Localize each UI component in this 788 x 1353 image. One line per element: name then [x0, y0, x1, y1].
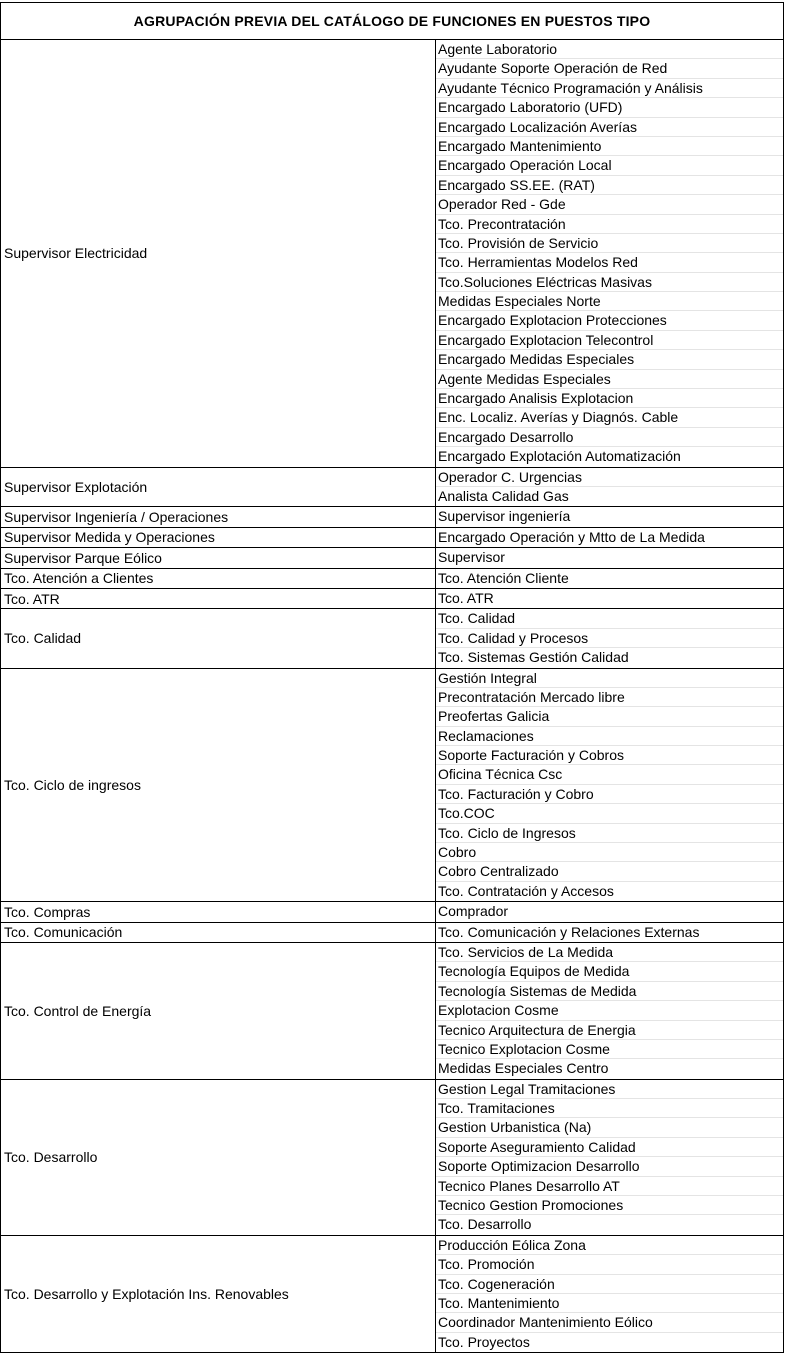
group-items — [436, 40, 783, 467]
function-item: Tco. Contratación y Accesos — [438, 882, 614, 899]
function-item: Tco. ATR — [438, 589, 494, 606]
group-name: Tco. Comunicación — [1, 923, 436, 942]
group-items — [436, 1236, 783, 1352]
function-item: Oficina Técnica Csc — [436, 765, 783, 784]
function-item: Comprador — [438, 903, 509, 920]
table-row — [0, 609, 784, 668]
function-item: Operador C. Urgencias — [436, 468, 783, 487]
function-item: Tecnico Planes Desarrollo AT — [436, 1177, 783, 1196]
group-name: Supervisor Ingeniería / Operaciones — [1, 507, 436, 526]
function-item: Reclamaciones — [436, 727, 783, 746]
function-item: Tecnología Equipos de Medida — [436, 962, 783, 981]
function-item: Tco. Facturación y Cobro — [436, 785, 783, 804]
function-item: Encargado SS.EE. (RAT) — [436, 176, 783, 195]
function-item: Ayudante Soporte Operación de Red — [436, 59, 783, 78]
function-item: Encargado Explotacion Protecciones — [436, 311, 783, 330]
group-items — [436, 528, 783, 547]
group-name: Tco. Desarrollo y Explotación Ins. Renovables — [1, 1236, 436, 1352]
group-items — [436, 468, 783, 507]
group-name: Supervisor Electricidad — [1, 40, 436, 467]
function-item: Tco. Cogeneración — [436, 1275, 783, 1294]
function-item: Tco. Atención Cliente — [438, 569, 569, 586]
function-item: Soporte Optimizacion Desarrollo — [436, 1157, 783, 1176]
group-items — [436, 1080, 783, 1235]
function-item: Explotacion Cosme — [436, 1001, 783, 1020]
group-items — [436, 943, 783, 1079]
function-item: Encargado Analisis Explotacion — [436, 389, 783, 408]
function-item: Tco. Calidad y Procesos — [436, 629, 783, 648]
group-name: Tco. ATR — [1, 589, 436, 608]
function-item: Producción Eólica Zona — [436, 1236, 783, 1255]
function-item: Soporte Facturación y Cobros — [436, 746, 783, 765]
function-item: Tecnología Sistemas de Medida — [436, 982, 783, 1001]
table-row — [0, 923, 784, 943]
group-items — [436, 548, 783, 567]
function-item: Tco. Comunicación y Relaciones Externas — [438, 923, 700, 940]
function-item: Agente Medidas Especiales — [436, 370, 783, 389]
function-item: Gestion Legal Tramitaciones — [436, 1080, 783, 1099]
table-row — [0, 943, 784, 1080]
group-name: Tco. Calidad — [1, 609, 436, 667]
function-item: Encargado Explotacion Telecontrol — [436, 331, 783, 350]
table-row — [0, 1236, 784, 1353]
function-item: Medidas Especiales Norte — [436, 292, 783, 311]
group-name: Tco. Compras — [1, 902, 436, 921]
function-item: Encargado Mantenimiento — [436, 137, 783, 156]
function-item: Encargado Operación Local — [436, 156, 783, 175]
group-items — [436, 507, 783, 526]
function-item: Encargado Desarrollo — [436, 428, 783, 447]
function-item: Gestion Urbanistica (Na) — [436, 1118, 783, 1137]
group-items — [436, 923, 783, 942]
function-item: Operador Red - Gde — [436, 195, 783, 214]
group-name: Tco. Desarrollo — [1, 1080, 436, 1235]
function-item: Tco. Calidad — [436, 609, 783, 628]
table-row — [0, 548, 784, 568]
table-row — [0, 40, 784, 468]
function-item: Encargado Explotación Automatización — [438, 448, 681, 465]
group-name: Supervisor Parque Eólico — [1, 548, 436, 567]
function-item: Tco.COC — [436, 804, 783, 823]
function-item: Enc. Localiz. Averías y Diagnós. Cable — [436, 408, 783, 427]
table-row — [0, 589, 784, 609]
function-item: Cobro — [436, 843, 783, 862]
table-row — [0, 569, 784, 589]
function-item: Tco. Provisión de Servicio — [436, 234, 783, 253]
group-items — [436, 902, 783, 921]
function-item: Medidas Especiales Centro — [438, 1060, 609, 1077]
function-item: Preofertas Galicia — [436, 707, 783, 726]
function-item: Tco. Desarrollo — [438, 1216, 532, 1233]
group-name: Tco. Atención a Clientes — [1, 569, 436, 588]
function-item: Analista Calidad Gas — [438, 487, 569, 504]
function-item: Gestión Integral — [436, 669, 783, 688]
function-item: Encargado Medidas Especiales — [436, 350, 783, 369]
function-item: Tco.Soluciones Eléctricas Masivas — [436, 273, 783, 292]
function-item: Supervisor — [438, 549, 505, 566]
group-name: Tco. Ciclo de ingresos — [1, 669, 436, 902]
table-body — [0, 40, 784, 1353]
group-items — [436, 569, 783, 588]
function-item: Tco. Precontratación — [436, 215, 783, 234]
table-row — [0, 669, 784, 903]
function-item: Tecnico Gestion Promociones — [436, 1196, 783, 1215]
function-item: Ayudante Técnico Programación y Análisis — [436, 79, 783, 98]
function-item: Tco. Servicios de La Medida — [436, 943, 783, 962]
catalog-table — [0, 2, 784, 1353]
table-row — [0, 507, 784, 527]
function-item: Encargado Laboratorio (UFD) — [436, 98, 783, 117]
function-item: Tco. Ciclo de Ingresos — [436, 824, 783, 843]
function-item: Encargado Operación y Mtto de La Medida — [438, 528, 705, 545]
group-items — [436, 669, 783, 902]
function-item: Tco. Mantenimiento — [436, 1294, 783, 1313]
function-item: Tco. Promoción — [436, 1255, 783, 1274]
function-item: Encargado Localización Averías — [436, 118, 783, 137]
function-item: Tecnico Arquitectura de Energia — [436, 1021, 783, 1040]
table-row — [0, 468, 784, 508]
group-name: Supervisor Explotación — [1, 468, 436, 507]
function-item: Supervisor ingeniería — [438, 508, 571, 525]
function-item: Cobro Centralizado — [436, 862, 783, 881]
table-row — [0, 1080, 784, 1236]
table-row — [0, 528, 784, 548]
function-item: Tco. Proyectos — [438, 1333, 530, 1350]
function-item: Soporte Aseguramiento Calidad — [436, 1138, 783, 1157]
table-row — [0, 902, 784, 922]
function-item: Coordinador Mantenimiento Eólico — [436, 1313, 783, 1332]
group-name: Supervisor Medida y Operaciones — [1, 528, 436, 547]
function-item: Precontratación Mercado libre — [436, 688, 783, 707]
function-item: Tco. Tramitaciones — [436, 1099, 783, 1118]
function-item: Tco. Sistemas Gestión Calidad — [438, 649, 629, 666]
table-title: AGRUPACIÓN PREVIA DEL CATÁLOGO DE FUNCIONES EN PUESTOS TIPO — [0, 2, 784, 40]
group-name: Tco. Control de Energía — [1, 943, 436, 1079]
group-items — [436, 609, 783, 667]
function-item: Tecnico Explotacion Cosme — [436, 1040, 783, 1059]
group-items — [436, 589, 783, 608]
function-item: Tco. Herramientas Modelos Red — [436, 253, 783, 272]
function-item: Agente Laboratorio — [436, 40, 783, 59]
